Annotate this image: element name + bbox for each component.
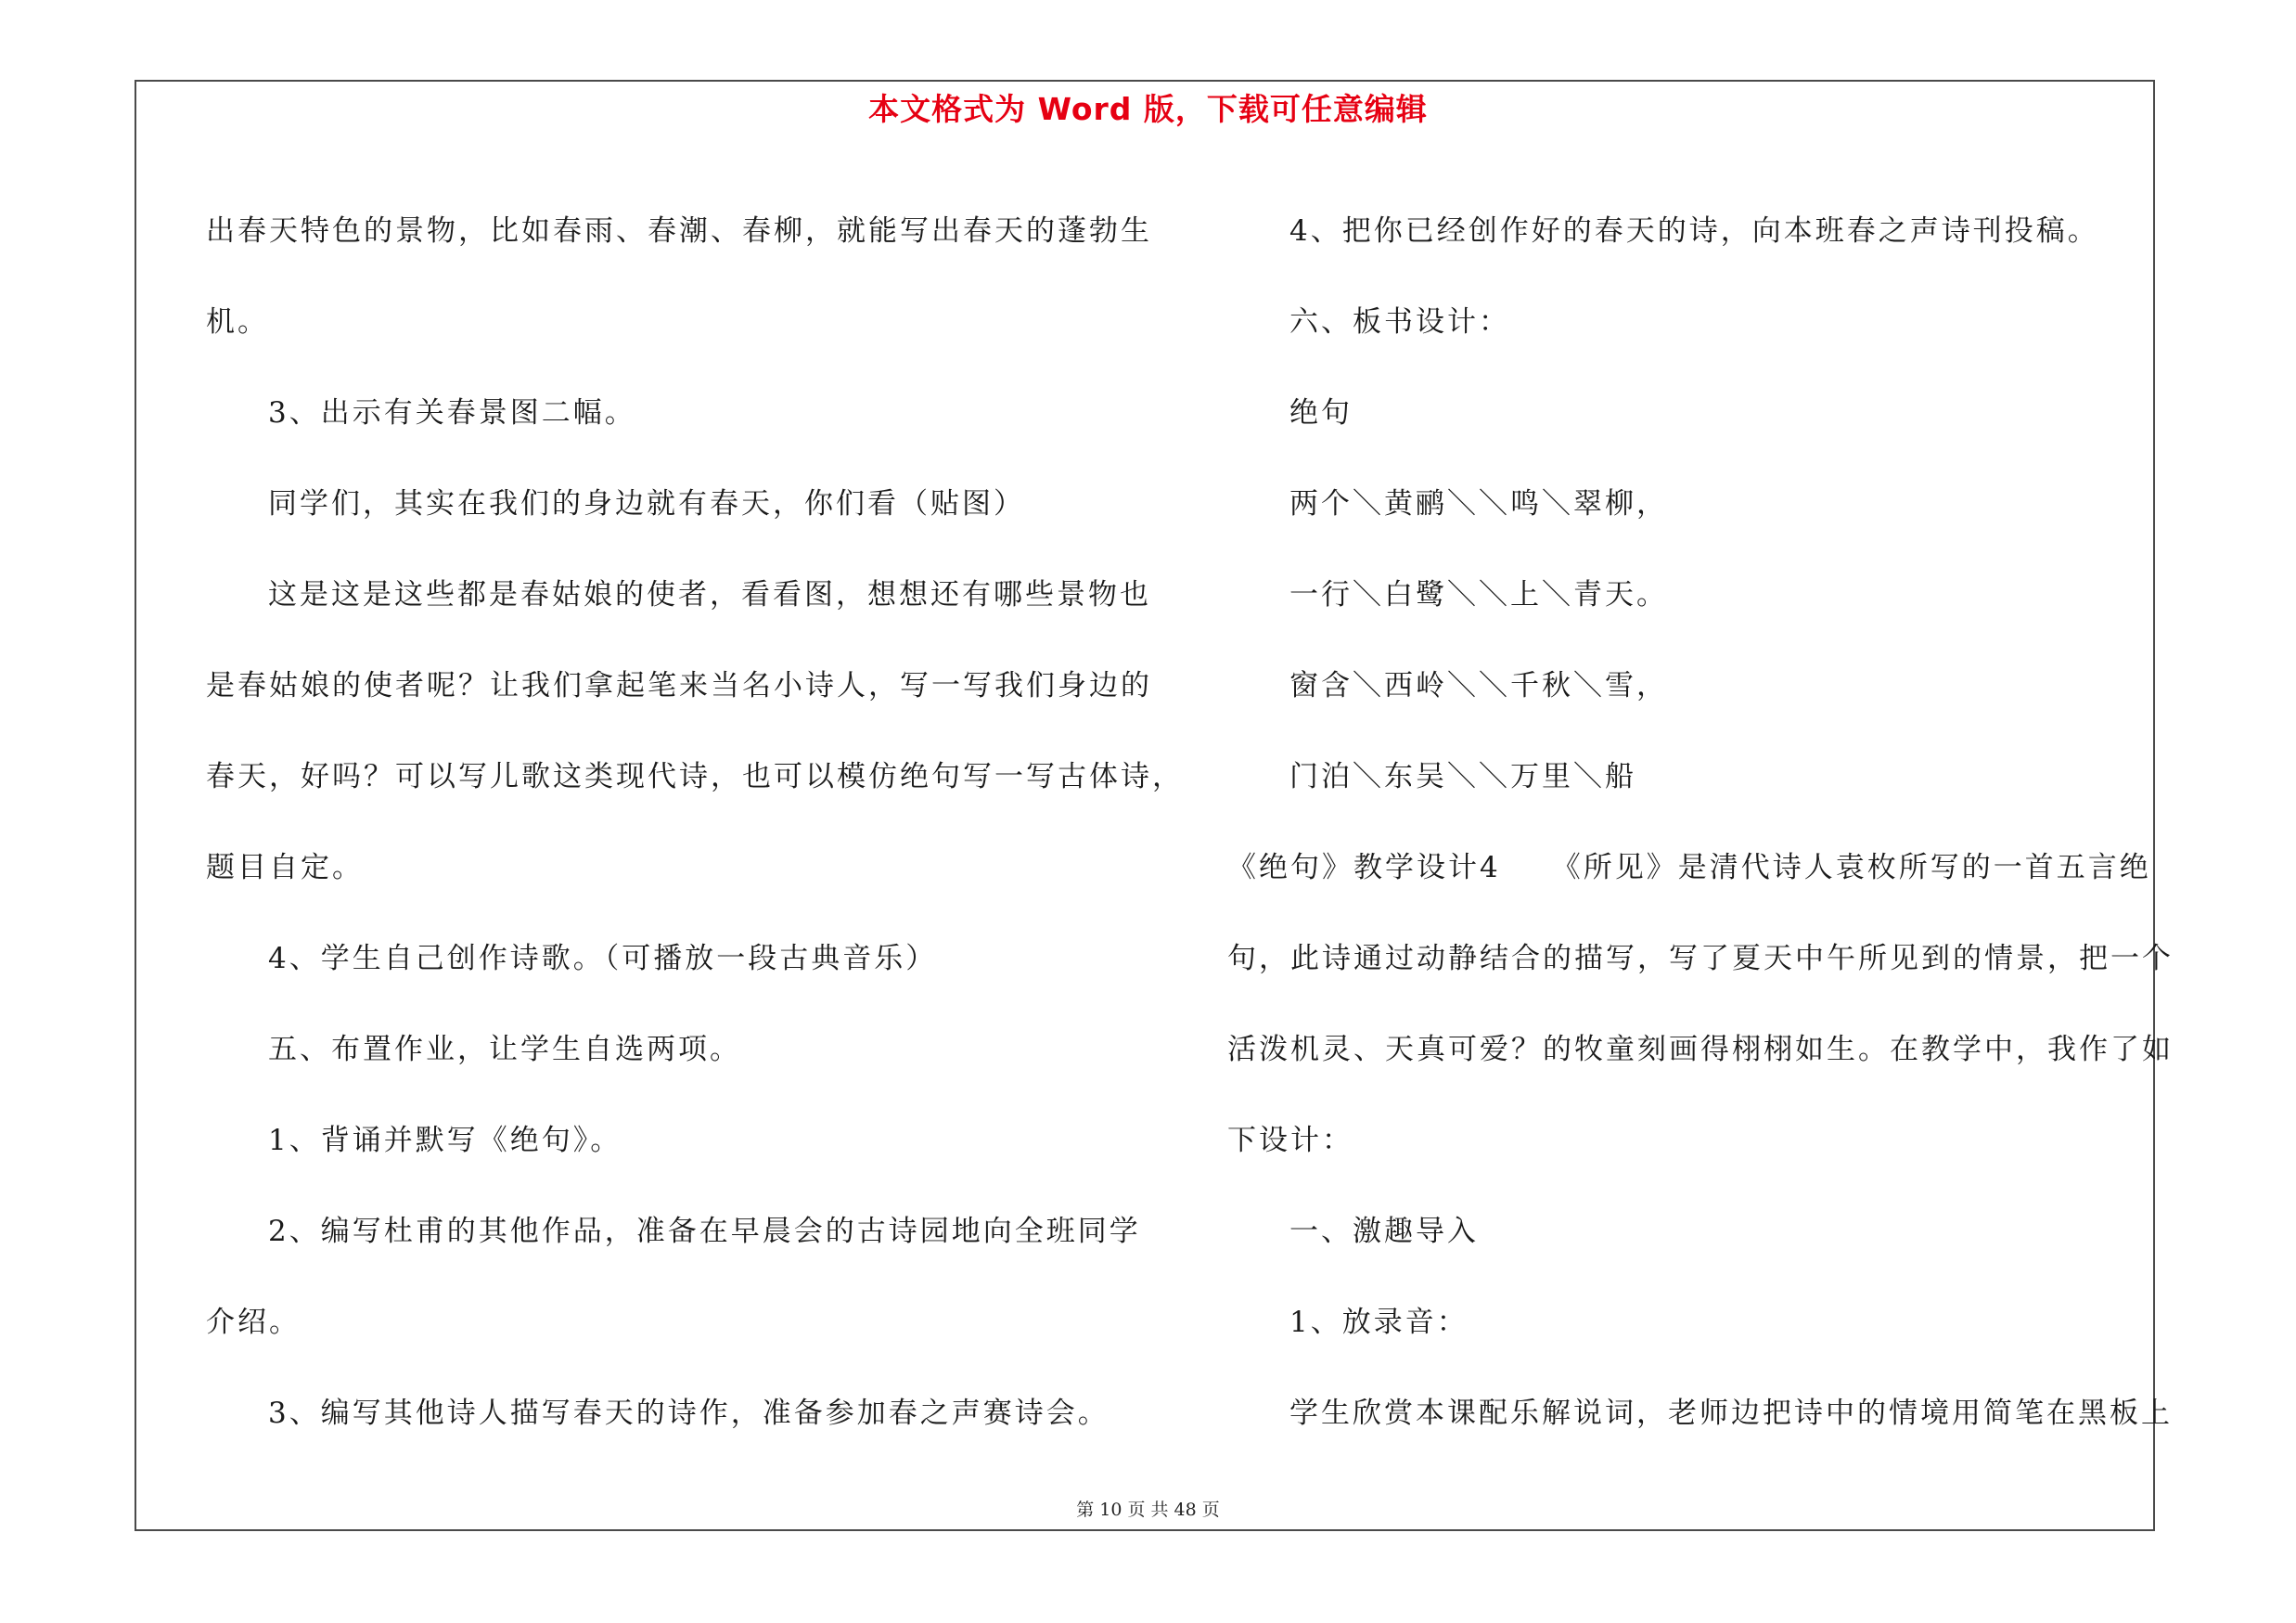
paragraph-line: 五、布置作业，让学生自选两项。 — [268, 1033, 741, 1066]
paragraph-line: 1、放录音： — [1289, 1306, 1469, 1339]
poem-line: 一行＼白鹭＼＼上＼青天。 — [1289, 578, 1668, 612]
paragraph-line: 4、学生自己创作诗歌。（可播放一段古典音乐） — [268, 942, 938, 975]
paragraph-line: 活 泼 机 灵 、 天 真 可 爱 ？ 的 牧 童 刻 画 得 栩 栩 如 生 。 在 教 学 中 ， 我 作 了 如 — [1227, 1033, 2174, 1066]
poem-line: 窗含＼西岭＼＼千秋＼雪， — [1289, 669, 1668, 702]
paragraph-line: 3、编写其他诗人描写春天的诗作，准备参加春之声赛诗会。 — [268, 1397, 1110, 1430]
paragraph-line: 3、出示有关春景图二幅。 — [268, 396, 636, 430]
paragraph-line: 4、把你已经创作好的春天的诗，向本班春之声诗刊投稿。 — [1289, 214, 2099, 248]
poem-title: 绝句 — [1289, 396, 1353, 430]
section-heading: 六、板书设计： — [1289, 305, 1510, 339]
paragraph-line: 介绍。 — [206, 1306, 301, 1339]
paragraph-line: 是 春 姑 娘 的 使 者 呢 ？ 让 我 们 拿 起 笔 来 当 名 小 诗 人 ， 写 一 写 我 们 身 边 的 — [206, 669, 1152, 702]
paragraph-line: 春 天 ， 好 吗 ？ 可 以 写 儿 歌 这 类 现 代 诗 ， 也 可 以 模 仿 绝 句 写 一 写 古 体 诗 ， — [206, 760, 1184, 793]
left-text-column — [206, 186, 1184, 1459]
paragraph-line: 出 春 天 特 色 的 景 物 ， 比 如 春 雨 、 春 潮 、 春 柳 ， 就 能 写 出 春 天 的 蓬 勃 生 — [206, 214, 1152, 248]
section-heading: 一、激趣导入 — [1289, 1215, 1479, 1248]
page-number-footer: 第 10 页 共 48 页 — [1076, 1500, 1220, 1520]
paragraph-line: 题目自定。 — [206, 851, 364, 884]
lesson-title: 《绝句》教学设计4 — [1227, 851, 1501, 884]
editable-format-banner: 本文格式为 Word 版，下载可任意编辑 — [868, 91, 1428, 127]
paragraph-line: 下设计： — [1227, 1124, 1353, 1157]
paragraph-line: 机。 — [206, 305, 269, 339]
paragraph-line: 2 、 编 写 杜 甫 的 其 他 作 品 ， 准 备 在 早 晨 会 的 古 诗 园 地 向 全 班 同 学 — [268, 1215, 1141, 1248]
paragraph-line — [1227, 822, 2151, 913]
poem-line: 门泊＼东吴＼＼万里＼船 — [1289, 760, 1636, 793]
paragraph-line: 这 是 这 是 这 些 都 是 春 姑 娘 的 使 者 ， 看 看 图 ， 想 想 还 有 哪 些 景 物 也 — [268, 578, 1151, 612]
paragraph-text: 《所见》是清代诗人袁枚所写的一首五言绝 — [1551, 851, 2151, 884]
paragraph-line: 1、背诵并默写《绝句》。 — [268, 1124, 622, 1157]
poem-line: 两个＼黄鹂＼＼鸣＼翠柳， — [1289, 487, 1668, 521]
paragraph-line: 句 ， 此 诗 通 过 动 静 结 合 的 描 写 ， 写 了 夏 天 中 午 所 见 到 的 情 景 ， 把 一 个 — [1227, 942, 2174, 975]
paragraph-line: 学 生 欣 赏 本 课 配 乐 解 说 词 ， 老 师 边 把 诗 中 的 情 境 用 简 笔 在 黑 板 上 — [1289, 1397, 2173, 1430]
paragraph-line: 同学们，其实在我们的身边就有春天，你们看（贴图） — [268, 487, 1025, 521]
right-text-column — [1227, 186, 2174, 1459]
